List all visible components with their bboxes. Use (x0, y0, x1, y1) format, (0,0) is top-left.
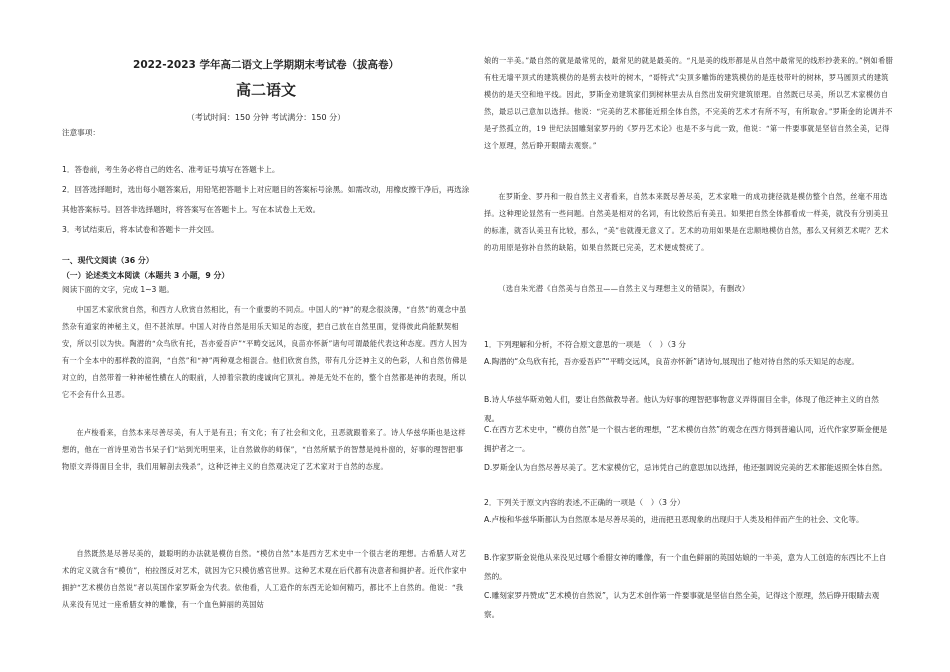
subject-title: 高二语文 (235, 81, 296, 99)
notice-heading: 注意事项： (62, 128, 100, 137)
article-paragraph-3: 自然既然是尽善尽美的，最聪明的办法就是模仿自然。“模仿自然”本是西方艺术史中一个很古老的理想。古希腊人对艺术的定义就含有“模仿”，柏拉图反对艺术，就因为它只模仿感官世界。这种艺术观在后代都有决意者和拥护者。近代作家中拥护“艺术模仿自然说”者以英国作家罗斯金为代表。依他看，人工造作的东西无论如何精巧，都比不上自然的。他说：“我从来没有见过一座希腊女神的雕像，有一个血色鲜丽的英国姑 (62, 549, 467, 609)
question-2-option-c[interactable]: C.雕刻家罗丹赞成“艺术模仿自然说”，认为艺术创作第一件要事就是坚信自然全美，记得这个原理，然后睁开眼睛去观察。 (484, 591, 880, 619)
question-2-option-a[interactable]: A.卢梭和华兹华斯都认为自然原本是尽善尽美的，进而把丑恶现象的出现归于人类及相伴而产生的社会、文化等。 (484, 515, 864, 524)
article-source: （选自朱光潜《自然美与自然丑——自然主义与理想主义的错误》，有删改） (498, 284, 750, 293)
question-2-stem: 2．下列关于原文内容的表述,不正确的一项是（ ）（3 分） (484, 498, 685, 507)
section-instruction: 阅读下面的文字，完成 1~3 题。 (62, 285, 174, 294)
question-1-option-c[interactable]: C.在西方艺术史中，“模仿自然”是一个很古老的理想，“艺术模仿自然”的观念在西方得到普遍认同，近代作家罗斯金便是拥护者之一。 (484, 425, 888, 453)
question-1-stem: 1．下列理解和分析，不符合原文意思的一项是 （ ）（3 分 (484, 340, 686, 349)
section-title: 一、现代文阅读（36 分） (62, 256, 154, 265)
exam-title: 2022-2023 学年高二语文上学期期末考试卷（拔高卷） (133, 59, 399, 71)
question-2-option-b[interactable]: B.作家罗斯金说他从来没见过哪个希腊女神的雕像，有一个血色鲜丽的英国姑娘的一半美，意为人工创造的东西比不上自然的。 (484, 553, 887, 581)
question-1-option-b[interactable]: B.诗人华兹华斯劝勉人们，要让自然做教导者。他认为好事的理智把事物意义弄得面目全非，体现了他泛神主义的自然观。 (484, 395, 879, 423)
question-1-option-a[interactable]: A.陶潜的“众鸟欣有托，吾亦爱吾庐”“平畴交远风，良苗亦怀新”诸诗句,展现出了他对待自然的乐天知足的态度。 (484, 357, 859, 366)
notice-item-2: 2．回答选择题时，选出每小题答案后，用铅笔把答题卡上对应题目的答案标号涂黑。如需改动，用橡皮擦干净后，再选涂其他答案标号。回答非选择题时，将答案写在答题卡上。写在本试卷上无效。 (62, 185, 470, 214)
article-paragraph-4: 在罗斯金、罗丹和一般自然主义者看来，自然本来既尽善尽美，艺术家唯一的成功捷径就是模仿整个自然，丝毫不用选择。这种理论显然有一些问题。自然美是相对的名词，有比较然后有美丑。如果把自然全体都看成一样美，就没有分别美丑的标准，就否认美丑有比较，那么，“美”也就漫无意义了。艺术的功用如果是在忠顺地模仿自然，那么又何须艺术呢？艺术的功用原是弥补自然的缺陷，如果自然既已完美，艺术便成赘疣了。 (484, 192, 889, 252)
notice-item-1: 1．答卷前，考生务必将自己的姓名、准考证号填写在答题卡上。 (62, 165, 280, 174)
article-paragraph-1: 中国艺术家欣赏自然，和西方人欣赏自然相比，有一个重要的不同点。中国人的“神”的观念很淡薄，“自然”的观念中虽然杂有道家的神秘主义，但不甚浓厚。中国人对待自然是用乐天知足的态度，把自己放在自然里面，觉得彼此尚能默契相安，所以引以为快。陶潜的“众鸟欣有托，吾亦爱吾庐”“平畴交远风，良苗亦怀新”诸句可谓最能代表这种态度。西方人因为有一个全本中的那样教的渲润，“自然”和“神”两种观念相混合。他们欣赏自然，带有几分泛神主义的色彩，人和自然仿佛是对立的，自然带着一种神秘性横在人的眼前，人掉着宗教的虔诚向它顶礼。神是无处不在的，整个自然都是神的表现，所以它不会有什么丑恶。 (62, 305, 468, 399)
question-1-option-d[interactable]: D.罗斯金认为自然尽善尽美了。艺术家模仿它，忌讳凭自己的意思加以选择，他还强调说完美的艺术都能返照全体自然。 (484, 463, 888, 472)
article-paragraph-2: 在卢梭看来，自然本来尽善尽美，有人于是有丑；有文化；有了社会和文化，丑恶就跟着来了。诗人华兹华斯也是这样想的，他在一首诗里劝告书呆子们“站到光明里来，让自然做你的师保”，“自然所赋予的智慧是纯朴窗的，好事的理智把事物原文弄得面目全非，我们用解剖去残杀”，这种泛神主义的自然观决定了艺术家对于自然的态度。 (62, 428, 466, 471)
exam-info: （考试时间：150 分钟 考试满分：150 分） (186, 113, 346, 122)
notice-item-3: 3．考试结束后，将本试卷和答题卡一并交回。 (62, 225, 219, 234)
section-subtitle: （一）论述类文本阅读（本题共 3 小题，9 分） (62, 271, 230, 280)
article-paragraph-3-continued: 娘的一半美。”最自然的就是最常见的，最常见的就是最美的。“凡是美的线形都是从自然中最常见的线形抄袭来的。”例如希腊有柱无墙平顶式的建筑模仿的是剪去枝叶的树木，“哥特式”尖顶多雕饰的建筑模仿的是连枝带叶的树林，罗马圆顶式的建筑模仿的是天空和地平线。因此，罗斯金劝建筑家们到树林里去从自然出发研究建筑原理。自然既已尽美，所以艺术家模仿自然，最忌以己意加以选择。他说：“完美的艺术都能近照全体自然，不完美的艺术才有所不写，有所取舍。”罗斯金的论调并不是孑然孤立的，19 世纪法国雕刻家罗丹的《罗丹艺术论》也是不多与此一致，他说：“第一件要事就是坚信自然全美，记得这个原理，然后睁开眼睛去观察。” (484, 56, 894, 150)
